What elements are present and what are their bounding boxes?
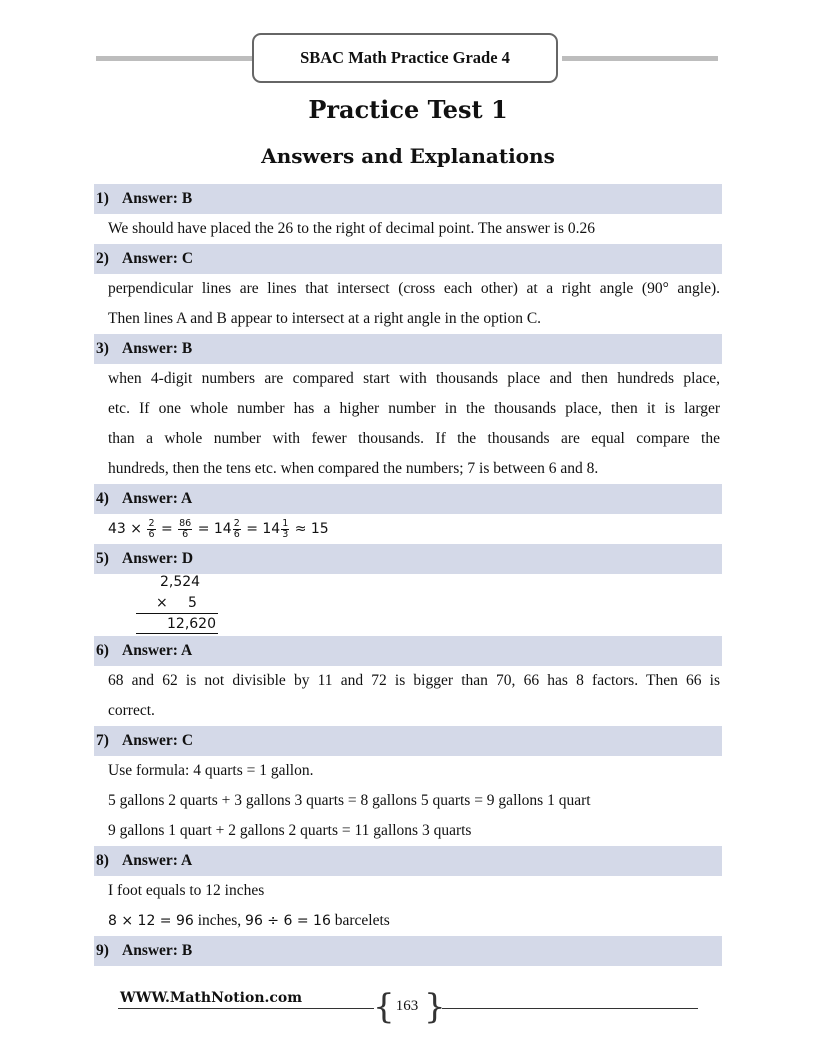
math-expression [94,514,722,544]
fraction: $\frac{86}{6}$ [179,517,192,540]
answer-header-5 [94,544,722,574]
explanation-line: Use formula: 4 quarts = 1 gallon. [108,762,314,779]
footer-rule-right [442,1008,698,1009]
answer-number: 8) [96,852,109,869]
explanation-line: 68 and 62 is not divisible by 11 and 72 is bigger than 70, 66 has 8 factors. Then 66 is [108,672,720,689]
answer-header-1 [94,184,722,214]
answer-label: Answer: A [122,642,193,659]
brace-left-icon: { [373,987,395,1027]
fraction: $\frac{1}{3}$ [282,517,289,540]
product: 12,620 [136,616,218,634]
answer-label: Answer: B [122,942,193,959]
explanation-line: correct. [108,702,155,719]
explanation-line: hundreds, then the tens etc. when compared the numbers; 7 is between 6 and 8. [108,460,599,477]
explanation-line: 5 gallons 2 quarts + 3 gallons 3 quarts = 8 gallons 5 quarts = 9 gallons 1 quart [108,792,591,809]
answer-number: 6) [96,642,109,659]
multiplier: 5 [188,595,197,611]
answer-number: 1) [96,190,109,207]
fraction: $\frac{2}{6}$ [148,517,155,540]
times-sign: × [156,595,168,611]
explanation-line-math [94,906,722,936]
page-title: Practice Test 1 [308,95,508,124]
answer-number: 5) [96,550,109,567]
explanation-line: I foot equals to 12 inches [108,882,265,899]
answer-header-7 [94,726,722,756]
explanation-line: etc. If one whole number has a higher number in the thousands place, then it is larger [108,400,720,417]
math-term: ≈ 15 [294,521,329,537]
explanation-line: than a whole number with fewer thousands. If the thousands are equal compare the [108,430,720,447]
footer-website: WWW.MathNotion.com [120,990,303,1006]
header-rule-right [562,56,718,61]
explanation-line: perpendicular lines are lines that intersect (cross each other) at a right angle (90° angle). [108,280,720,297]
answer-header-3 [94,334,722,364]
answer-number: 4) [96,490,109,507]
math-term: = [160,521,173,537]
explanation-line: We should have placed the 26 to the right of decimal point. The answer is 0.26 [108,220,596,237]
answer-number: 7) [96,732,109,749]
explanation-line: 9 gallons 1 quart + 2 gallons 2 quarts = 11 gallons 3 quarts [108,822,472,839]
multiplicand: 2,524 [160,574,201,590]
answer-label: Answer: A [122,852,193,869]
multiplier-row [136,595,218,614]
answer-number: 9) [96,942,109,959]
answer-label: Answer: D [122,550,194,567]
answer-header-9 [94,936,722,966]
math-term: = 14 [246,521,281,537]
answer-label: Answer: B [122,340,193,357]
text-term: barcelets [330,912,390,929]
page-number: 163 [395,998,419,1014]
answer-label: Answer: C [122,250,194,267]
brace-right-icon: } [424,987,446,1027]
text-term: inches, [193,912,246,929]
answer-header-2 [94,244,722,274]
math-term: 8 × 12 = 96 [108,913,194,929]
answer-number: 3) [96,340,109,357]
answers-list [94,184,722,966]
header-rule-left [96,56,252,61]
answer-number: 2) [96,250,109,267]
fraction: $\frac{2}{6}$ [233,517,240,540]
answer-header-4 [94,484,722,514]
math-term: 96 ÷ 6 = 16 [245,913,331,929]
explanation-line: Then lines A and B appear to intersect at a right angle in the option C. [108,310,542,327]
answer-label: Answer: A [122,490,193,507]
answer-label: Answer: B [122,190,193,207]
math-term: 43 × [108,521,142,537]
answer-header-8 [94,846,722,876]
book-title-box [252,33,558,83]
math-term: = 14 [197,521,232,537]
explanation-line: when 4-digit numbers are compared start with thousands place and then hundreds place, [108,370,720,387]
answer-label: Answer: C [122,732,194,749]
answer-header-6 [94,636,722,666]
page-subtitle: Answers and Explanations [261,144,555,168]
multiplication-work [94,574,722,636]
footer-rule-left [118,1008,374,1009]
book-title: SBAC Math Practice Grade 4 [300,48,510,67]
